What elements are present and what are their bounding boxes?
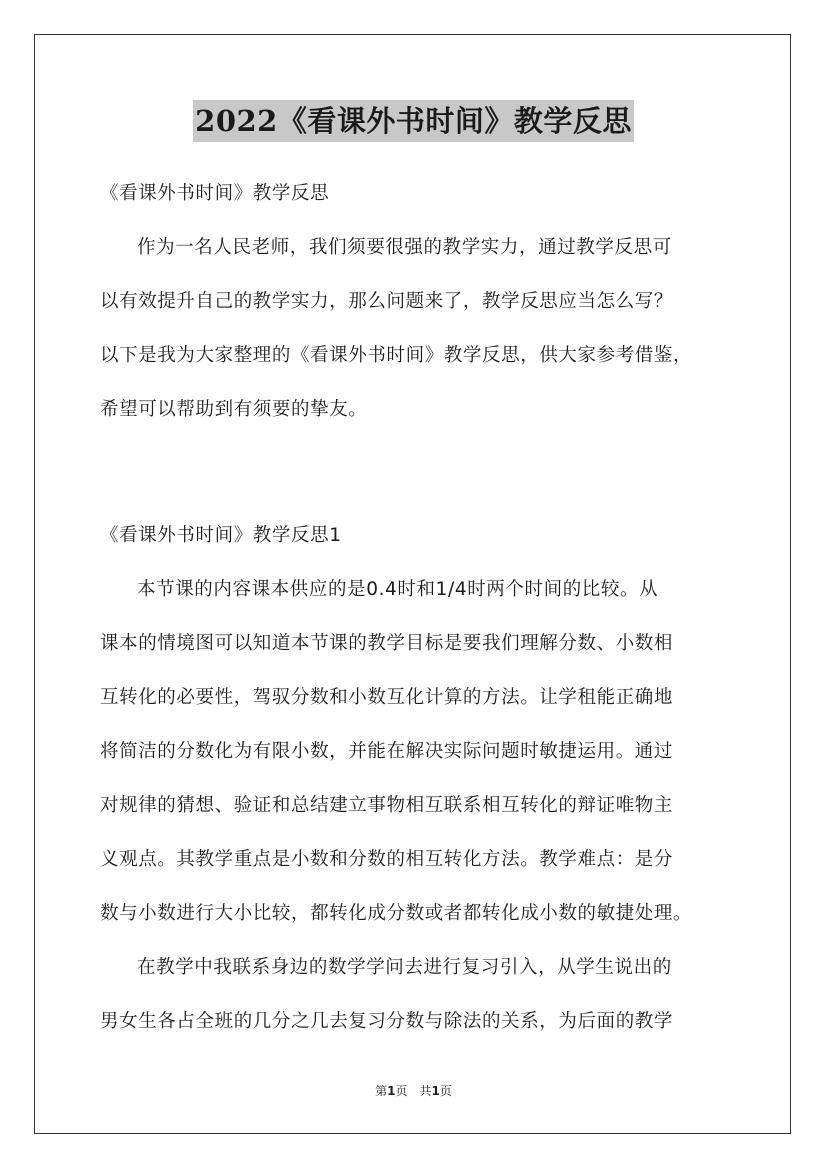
footer-page-prefix: 第: [375, 1084, 388, 1098]
section1-paragraph-1: [100, 572, 730, 932]
text-line: 互转化的必要性，驾驭分数和小数互化计算的方法。让学租能正确地: [100, 687, 674, 708]
text-line: 以有效提升自己的教学实力，那么问题来了，教学反思应当怎么写？: [100, 291, 674, 312]
text-line: 希望可以帮助到有须要的挚友。: [100, 399, 368, 420]
intro-heading: 《看课外书时间》教学反思: [100, 183, 330, 204]
text-line: 将简洁的分数化为有限小数，并能在解决实际问题时敏捷运用。通过: [100, 741, 674, 762]
section1-heading: 《看课外书时间》教学反思1: [100, 525, 342, 546]
document-title: 2022《看课外书时间》教学反思: [193, 100, 634, 142]
intro-paragraph: [100, 230, 730, 428]
section1-paragraph-2: [100, 950, 730, 1040]
text-line: 义观点。其教学重点是小数和分数的相互转化方法。教学难点：是分: [100, 849, 674, 870]
page-footer: [0, 1082, 827, 1099]
text-line: 数与小数进行大小比较，都转化成分数或者都转化成小数的敏捷处理。: [100, 903, 693, 924]
text-line: 在教学中我联系身边的数学学问去进行复习引入，从学生说出的: [137, 957, 672, 978]
footer-page-total: 1: [431, 1084, 440, 1098]
footer-page-suffix: 页: [439, 1084, 452, 1098]
text-line: 以下是我为大家整理的《看课外书时间》教学反思，供大家参考借鉴，: [100, 345, 693, 366]
title-container: [0, 100, 827, 142]
section-spacer: [100, 428, 730, 518]
text-line: 男女生各占全班的几分之几去复习分数与除法的关系，为后面的教学: [100, 1011, 674, 1032]
footer-page-current: 1: [387, 1084, 396, 1098]
text-line: 本节课的内容课本供应的是0.4时和1/4时两个时间的比较。从: [137, 579, 659, 600]
text-line: 课本的情境图可以知道本节课的教学目标是要我们理解分数、小数相: [100, 633, 674, 654]
document-body: [100, 176, 730, 1040]
text-line: 对规律的猜想、验证和总结建立事物相互联系相互转化的辩证唯物主: [100, 795, 674, 816]
footer-page-mid: 页 共: [395, 1084, 432, 1098]
text-line: 作为一名人民老师，我们须要很强的教学实力，通过教学反思可: [137, 237, 672, 258]
